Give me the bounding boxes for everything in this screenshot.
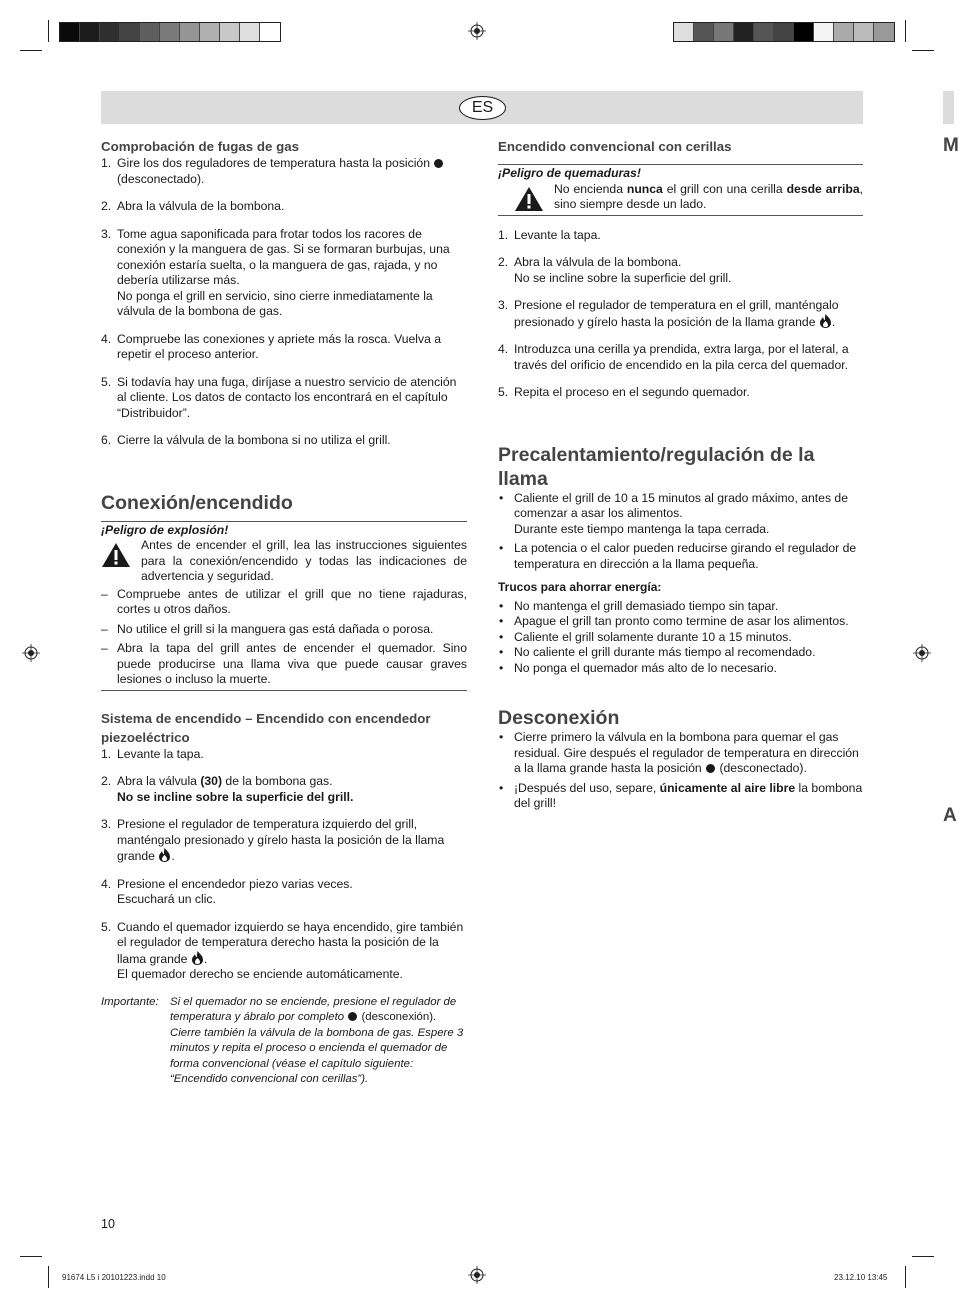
next-page-fragment: A — [943, 805, 957, 826]
disconnect-list — [498, 730, 863, 812]
list-item: 1. Gire los dos reguladores de temperatura hasta la posición (desconectado). — [101, 156, 467, 187]
color-bar-right — [673, 22, 895, 42]
color-bar-left — [59, 22, 281, 42]
page-number: 10 — [101, 1217, 115, 1231]
list-item: • La potencia o el calor pueden reducirse girando el regulador de temperatura en dirección a la llama pequeña. — [498, 541, 863, 572]
warning-text: Antes de encender el grill, lea las instrucciones siguientes para la conexión/encendido y todas las indicaciones de advertencia y seguridad. — [141, 538, 467, 583]
crop-mark — [905, 20, 906, 42]
off-position-icon — [706, 764, 715, 773]
list-item: • Caliente el grill solamente durante 10 a 15 minutos. — [498, 630, 863, 646]
crop-mark — [905, 1266, 906, 1288]
list-item: • No caliente el grill durante más tiempo al recomendado. — [498, 645, 863, 661]
large-flame-icon — [819, 314, 832, 328]
list-item: 4. Presione el encendedor piezo varias veces. Escuchará un clic. — [101, 876, 353, 906]
crop-mark — [48, 20, 49, 42]
section-title-leak-check: Comprobación de fugas de gas — [101, 139, 300, 154]
warning-title: ¡Peligro de quemaduras! — [498, 166, 641, 180]
warning-text: No encienda nunca el grill con una cerilla desde arriba, sino siempre desde un lado. — [554, 181, 864, 211]
date-slug: 23.12.10 13:45 — [834, 1273, 888, 1282]
list-item: 3. Presione el regulador de temperatura en el grill, manténgalo presionado y gírelo hasta la posición de la llama grande . — [498, 298, 839, 329]
registration-mark-icon — [468, 1266, 486, 1284]
list-item: • No mantenga el grill demasiado tiempo sin tapar. — [498, 599, 863, 615]
warning-box-burns — [498, 164, 863, 216]
list-item: 1. Levante la tapa. — [101, 746, 204, 761]
important-text: Si el quemador no se enciende, presione el regulador de temperatura y ábralo por completo (desconexión). Cierre también la válvula de la bombona de gas. Espere 3 minutos y repita el proceso o encienda el quemador de forma convencional (véase el capítulo siguiente: “Encendido convencional con cerillas”). — [170, 995, 464, 1085]
file-slug: 91674 L5 i 20101223.indd 10 — [62, 1273, 166, 1282]
list-item: 4. Introduzca una cerilla ya prendida, extra larga, por el lateral, a través del orificio de encendido en la pila cerca del quemador. — [498, 342, 849, 372]
crop-mark — [912, 1256, 934, 1257]
energy-tips-list — [498, 599, 863, 677]
section-title-preheat: Precalentamiento/regulación de la llama — [498, 443, 815, 490]
language-badge: ES — [459, 96, 506, 120]
section-title-matches: Encendido convencional con cerillas — [498, 139, 732, 154]
list-item: 3. Tome agua saponificada para frotar todos los racores de conexión y la manguera de gas. Si se formaran burbujas, una conexión estaría suelta, o la manguera de gas, rajada, y no debería utilizarse más. No ponga el grill en servicio, sino cierre inmediatamente la válvula de la bombona de gas. — [101, 226, 450, 318]
list-item: 4. Compruebe las conexiones y apriete más la rosca. Vuelva a repetir el proceso anterior. — [101, 331, 442, 361]
list-item: • Caliente el grill de 10 a 15 minutos al grado máximo, antes de comenzar a asar los alimentos. Durante este tiempo mantenga la tapa cerrada. — [498, 491, 863, 538]
warning-box-explosion — [101, 521, 467, 691]
preheat-list — [498, 491, 863, 573]
list-item: 5. Cuando el quemador izquierdo se haya encendido, gire también el regulador de temperatura derecho hasta la posición de la llama grande . El quemador derecho se enciende automáticamente. — [101, 919, 464, 981]
list-item: 2. Abra la válvula (30) de la bombona gas. No se incline sobre la superficie del grill. — [101, 774, 354, 804]
safety-dash-list — [101, 587, 467, 688]
crop-mark — [20, 50, 42, 51]
off-position-icon — [348, 1012, 357, 1021]
list-item: • Cierre primero la válvula en la bombona para quemar el gas residual. Gire después el regulador de temperatura en dirección a la llama grande hasta la posición (desconectado). — [498, 730, 863, 777]
tips-title: Trucos para ahorrar energía: — [498, 580, 662, 594]
list-item: 2. Abra la válvula de la bombona. — [101, 199, 285, 213]
list-item: – Compruebe antes de utilizar el grill que no tiene rajaduras, cortes u otros daños. — [101, 587, 467, 618]
section-title-piezo: Sistema de encendido – Encendido con encendedor piezoeléctrico — [101, 710, 431, 745]
piezo-steps — [101, 747, 467, 983]
crop-mark — [48, 1266, 49, 1288]
off-position-icon — [434, 159, 443, 168]
section-title-disconnect: Desconexión — [498, 707, 620, 729]
list-item: 5. Repita el proceso en el segundo quemador. — [498, 385, 750, 399]
list-item: • No ponga el quemador más alto de lo necesario. — [498, 661, 863, 677]
right-column — [498, 132, 863, 812]
list-item: – Abra la tapa del grill antes de encender el quemador. Sino puede producirse una llama viva que puede causar graves lesiones o incluso la muerte. — [101, 641, 467, 688]
crop-mark — [20, 1256, 42, 1257]
list-item: 5. Si todavía hay una fuga, diríjase a nuestro servicio de atención al cliente. Los datos de contacto los encontrará en el capítulo “Distribuidor”. — [101, 374, 457, 420]
large-flame-icon — [158, 848, 171, 862]
header-band-next-page — [943, 91, 954, 124]
list-item: – No utilice el grill si la manguera gas está dañada o porosa. — [101, 622, 467, 638]
section-title-connection: Conexión/encendido — [101, 491, 293, 514]
list-item: 1. Levante la tapa. — [498, 227, 601, 242]
list-item: 2. Abra la válvula de la bombona. No se incline sobre la superficie del grill. — [498, 255, 732, 285]
leak-check-steps — [101, 156, 467, 449]
large-flame-icon — [191, 951, 204, 965]
matches-steps — [498, 228, 863, 401]
warning-triangle-icon — [514, 186, 544, 212]
list-item: 6. Cierre la válvula de la bombona si no utiliza el grill. — [101, 433, 391, 447]
important-label: Importante: — [101, 995, 159, 1008]
important-note — [101, 995, 467, 1088]
next-page-fragment: M — [943, 135, 959, 156]
list-item: • ¡Después del uso, separe, únicamente al aire libre la bombona del grill! — [498, 781, 863, 812]
left-column — [101, 132, 467, 1088]
registration-mark-icon — [22, 644, 40, 662]
warning-triangle-icon — [101, 542, 131, 568]
crop-mark — [912, 50, 934, 51]
list-item: • Apague el grill tan pronto como termine de asar los alimentos. — [498, 614, 863, 630]
list-item: 3. Presione el regulador de temperatura izquierdo del grill, manténgalo presionado y gírelo hasta la posición de la llama grande . — [101, 817, 445, 863]
registration-mark-icon — [913, 644, 931, 662]
warning-title: ¡Peligro de explosión! — [101, 522, 229, 537]
registration-mark-icon — [468, 22, 486, 40]
